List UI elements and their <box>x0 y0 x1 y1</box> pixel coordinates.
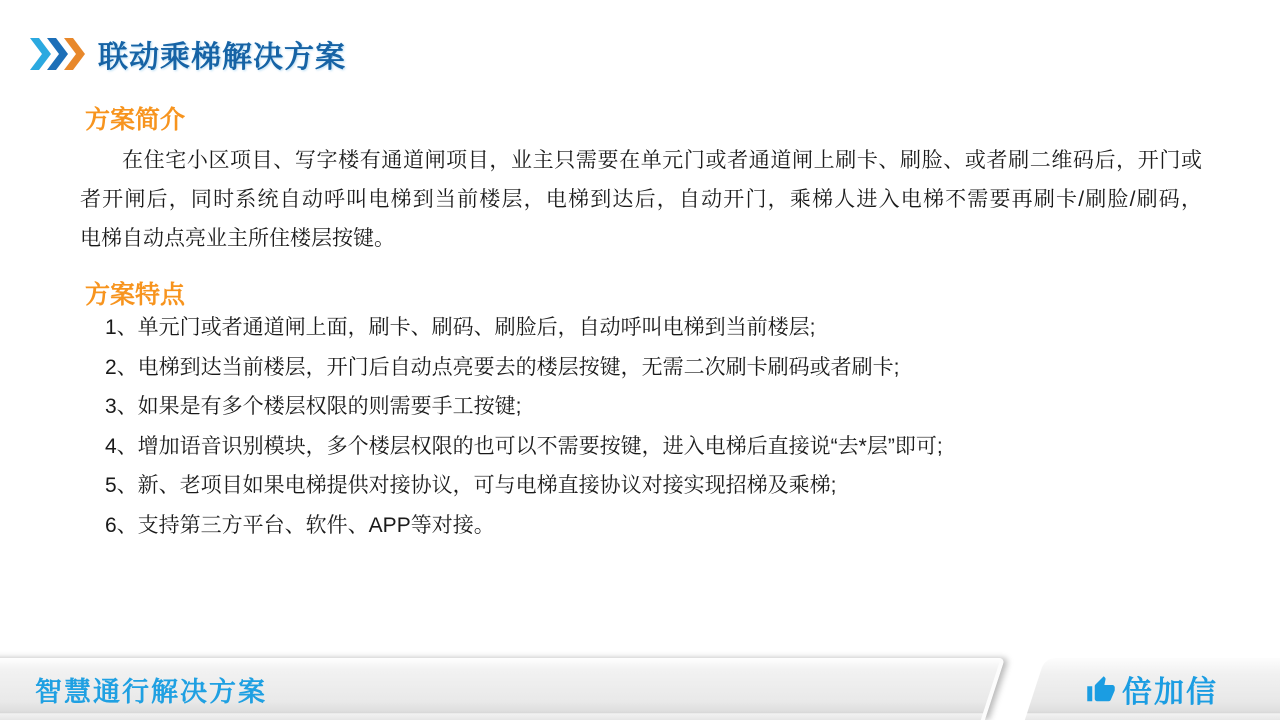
slide-footer <box>0 658 1280 720</box>
page-title: 联动乘梯解决方案 <box>98 41 346 74</box>
intro-line-2: 者开闸后，同时系统自动呼叫电梯到当前楼层，电梯到达后，自动开门，乘梯人进入电梯不需要再刷卡/刷脸/刷码， <box>80 188 1202 211</box>
intro-paragraph <box>80 141 1202 258</box>
slide-header <box>30 32 346 76</box>
intro-line-1: 在住宅小区项目、写字楼有通道闸项目，业主只需要在单元门或者通道闸上刷卡、刷脸、或者刷二维码后，开门或 <box>122 149 1202 172</box>
feature-list <box>105 308 1205 545</box>
feature-item-3: 3、如果是有多个楼层权限的则需要手工按键; <box>105 395 522 418</box>
thumbs-up-icon <box>1086 675 1116 705</box>
intro-line-3: 电梯自动点亮业主所住楼层按键。 <box>80 227 395 250</box>
feature-item-2: 2、电梯到达当前楼层，开门后自动点亮要去的楼层按键，无需二次刷卡刷码或者刷卡; <box>105 355 900 379</box>
thumbs-up-path <box>1087 676 1115 701</box>
triple-chevron-icon <box>30 38 86 70</box>
section-heading-features: 方案特点 <box>85 281 186 309</box>
footer-subtitle: 智慧通行解决方案 <box>35 676 267 707</box>
section-heading-intro: 方案简介 <box>85 106 186 134</box>
feature-item-4: 4、增加语音识别模块，多个楼层权限的也可以不需要按键，进入电梯后直接说“去*层”即可; <box>105 434 943 458</box>
feature-item-6: 6、支持第三方平台、软件、APP等对接。 <box>105 513 495 537</box>
feature-item-5: 5、新、老项目如果电梯提供对接协议，可与电梯直接协议对接实现招梯及乘梯; <box>105 474 837 497</box>
brand-logo <box>1086 658 1218 720</box>
brand-name: 倍加信 <box>1122 676 1218 709</box>
chevron-1 <box>30 38 51 70</box>
feature-item-1: 1、单元门或者通道闸上面，刷卡、刷码、刷脸后，自动呼叫电梯到当前楼层; <box>105 316 816 339</box>
